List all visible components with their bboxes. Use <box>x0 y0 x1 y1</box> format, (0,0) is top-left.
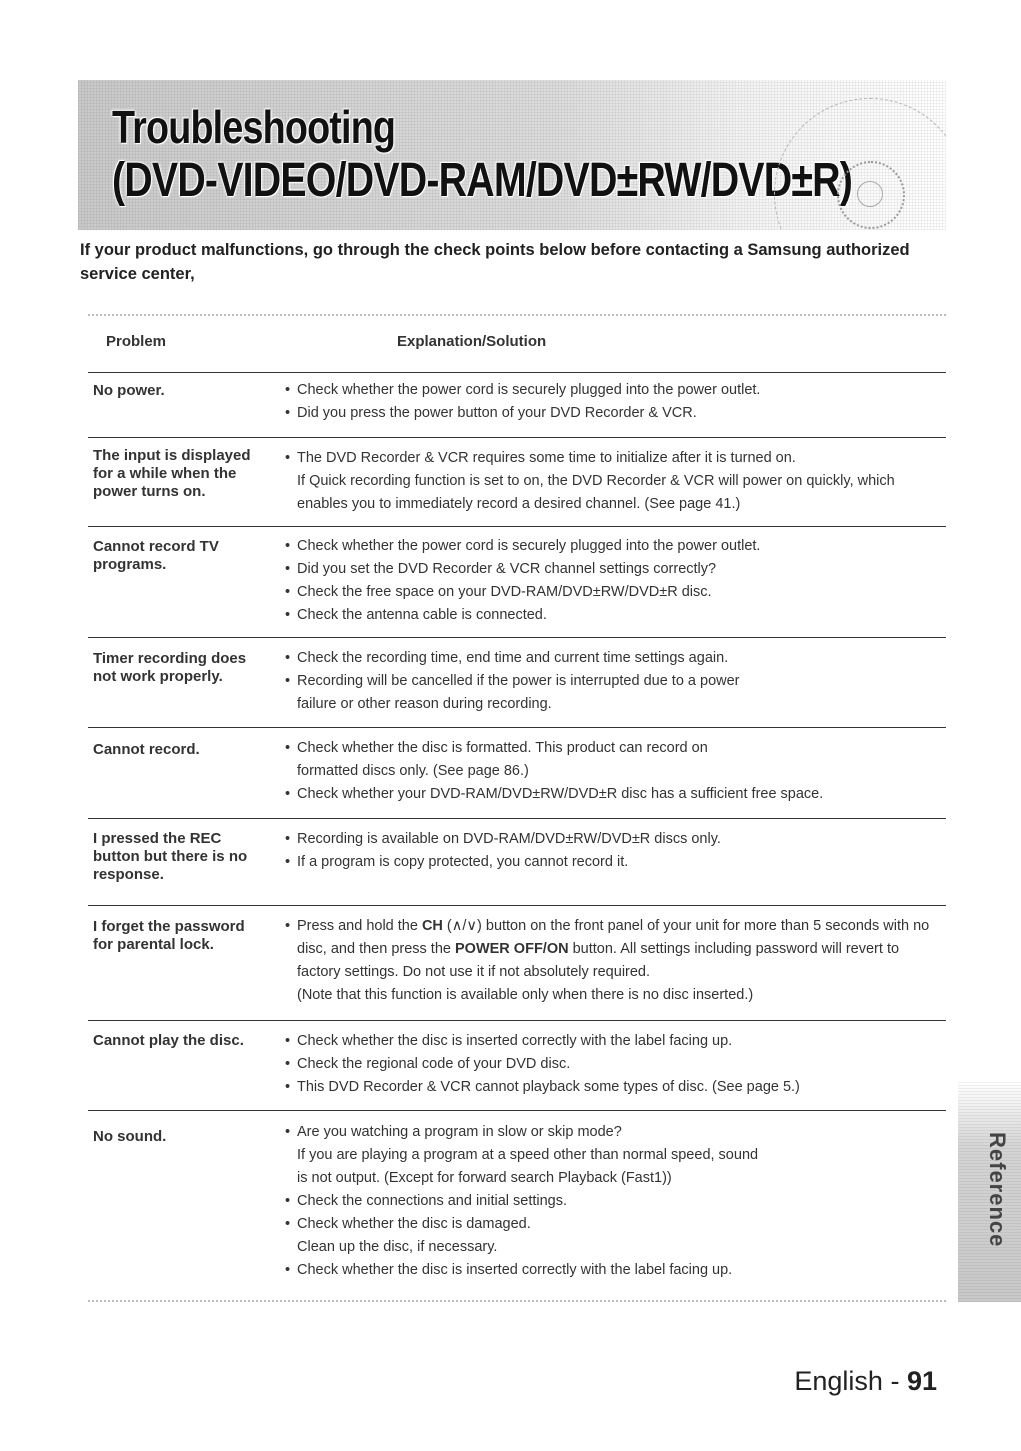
problem-cannot-record: Cannot record. <box>93 741 200 758</box>
list-item: • Check whether the power cord is securely plugged into the power outlet. <box>285 538 761 554</box>
column-header-problem: Problem <box>106 333 167 350</box>
list-item: • Check the connections and initial settings. <box>285 1193 568 1209</box>
list-item: • Recording will be cancelled if the power is interrupted due to a power failure or other reason during recording. <box>285 673 740 712</box>
row-divider <box>88 727 946 728</box>
section-tab-label: Reference <box>985 1132 1010 1248</box>
list-item: • If a program is copy protected, you cannot record it. <box>285 854 629 870</box>
solution-list <box>283 379 943 425</box>
problem-no-sound: No sound. <box>93 1128 167 1145</box>
power-button-label: POWER OFF/ON <box>455 941 569 957</box>
list-item: • Check whether the disc is inserted correctly with the label facing up. <box>285 1033 733 1049</box>
page-subtitle: (DVD-VIDEO/DVD-RAM/DVD±RW/DVD±R) <box>112 154 853 207</box>
page-title: Troubleshooting <box>112 101 396 153</box>
list-item: • Check whether the power cord is securely plugged into the power outlet. <box>285 382 761 398</box>
list-item: • Did you press the power button of your DVD Recorder & VCR. <box>285 405 697 421</box>
ch-button-label: CH <box>421 918 443 934</box>
problem-input-displayed: The input is displayed for a while when the power turns on. <box>93 447 251 500</box>
list-item: • Check whether the disc is formatted. This product can record on formatted discs only. (See page 86.) <box>285 740 708 779</box>
solution-list <box>283 1121 943 1282</box>
problem-forget-password: I forget the password for parental lock. <box>93 918 245 953</box>
title-banner <box>78 80 946 230</box>
list-item: • Press and hold the CH (∧/∨) button on the front panel of your unit for more than 5 seconds with no disc, and then press the POWER OFF/ON button. All settings including password will revert to factory settings. Do not use it if not absolutely required. (Note that this function is available only when there is no disc inserted.) <box>285 918 930 1003</box>
list-item: • Check the antenna cable is connected. <box>285 607 547 623</box>
column-header-solution: Explanation/Solution <box>397 333 547 350</box>
solution-list <box>283 1030 943 1099</box>
list-item: • Are you watching a program in slow or skip mode? If you are playing a program at a speed other than normal speed, sound is not output. (Except for forward search Playback (Fast1)) <box>285 1124 759 1186</box>
row-divider <box>88 1110 946 1111</box>
solution-list <box>283 737 943 806</box>
list-item: • Check whether the disc is inserted correctly with the label facing up. <box>285 1262 733 1278</box>
intro-text: If your product malfunctions, go through the check points below before contacting a Samsung authorized service center, <box>80 241 910 283</box>
footer-language: English - <box>794 1366 907 1396</box>
row-divider <box>88 372 946 373</box>
page-number: 91 <box>906 1366 937 1396</box>
solution-list <box>283 447 943 516</box>
solution-list <box>283 647 943 716</box>
list-item: • Check whether the disc is damaged. Clean up the disc, if necessary. <box>285 1216 531 1255</box>
list-item: • Check the recording time, end time and current time settings again. <box>285 650 729 666</box>
bottom-divider <box>88 1300 946 1302</box>
row-divider <box>88 1020 946 1021</box>
section-tab <box>958 1082 1021 1302</box>
problem-cannot-play: Cannot play the disc. <box>93 1032 244 1049</box>
top-divider <box>88 314 946 316</box>
problem-no-power: No power. <box>93 382 165 399</box>
problem-cannot-record-tv: Cannot record TV programs. <box>93 538 219 573</box>
problem-timer-recording: Timer recording does not work properly. <box>93 650 247 685</box>
list-item: • The DVD Recorder & VCR requires some time to initialize after it is turned on. If Quick recording function is set to on, the DVD Recorder & VCR will power on quickly, which enables you to immediately record a desired channel. (See page 41.) <box>285 450 895 512</box>
list-item: • Recording is available on DVD-RAM/DVD±RW/DVD±R discs only. <box>285 831 721 847</box>
solution-list <box>283 828 943 874</box>
solution-list <box>283 915 943 1007</box>
row-divider <box>88 637 946 638</box>
row-divider <box>88 818 946 819</box>
list-item: • Check the free space on your DVD-RAM/DVD±RW/DVD±R disc. <box>285 584 712 600</box>
list-item: • Check whether your DVD-RAM/DVD±RW/DVD±R disc has a sufficient free space. <box>285 786 824 802</box>
problem-rec-no-response: I pressed the REC button but there is no response. <box>93 830 248 883</box>
row-divider <box>88 526 946 527</box>
disc-icon <box>774 98 946 230</box>
list-item: • This DVD Recorder & VCR cannot playback some types of disc. (See page 5.) <box>285 1079 800 1095</box>
list-item: • Check the regional code of your DVD disc. <box>285 1056 571 1072</box>
solution-list <box>283 535 943 627</box>
list-item: • Did you set the DVD Recorder & VCR channel settings correctly? <box>285 561 717 577</box>
row-divider <box>88 905 946 906</box>
page-footer <box>794 1366 937 1397</box>
row-divider <box>88 437 946 438</box>
